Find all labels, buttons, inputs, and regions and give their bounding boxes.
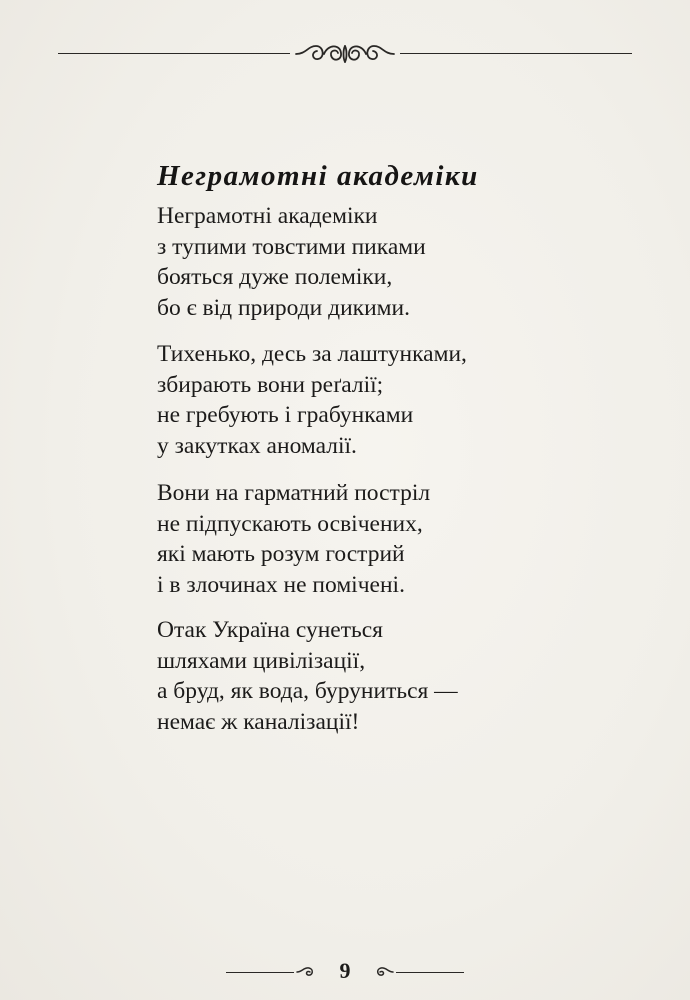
footer-rule-right xyxy=(396,972,464,973)
poem-line: шляхами цивілізації, xyxy=(157,647,366,674)
poem-line: у закутках аномалії. xyxy=(157,432,357,459)
poem-line: які мають розум гострий xyxy=(157,541,405,567)
header-rule-left xyxy=(58,53,290,54)
poem-line: не підпускають освічених, xyxy=(157,510,423,537)
poem-line: Вони на гарматний постріл xyxy=(157,480,431,506)
flourish-icon xyxy=(372,965,394,979)
scroll-flourish-icon xyxy=(294,40,396,68)
poem-line: збирають вони реґалії; xyxy=(157,371,384,398)
poem-line: Неграмотні академіки xyxy=(157,203,378,229)
stanza-2 xyxy=(157,339,467,461)
header-ornament-rule xyxy=(58,40,632,68)
poem-line: Тихенько, десь за лаштунками, xyxy=(157,341,467,367)
poem-line: немає ж каналізації! xyxy=(157,708,360,735)
page-number: 9 xyxy=(339,958,351,983)
poem-line: а бруд, як вода, буруниться — xyxy=(157,678,458,704)
stanza-1 xyxy=(157,201,426,323)
poem-line: бо є від природи дикими. xyxy=(157,294,410,321)
poem-line: з тупими товстими пиками xyxy=(157,233,426,260)
poem-line: не гребують і грабунками xyxy=(157,402,414,428)
stanza-3 xyxy=(157,478,430,600)
stanza-4 xyxy=(157,615,458,737)
header-rule-right xyxy=(400,53,632,54)
page-footer xyxy=(226,958,464,984)
poem-line: бояться дуже полеміки, xyxy=(157,264,393,290)
poem-title: Неграмотні академіки xyxy=(157,160,479,192)
poem-line: і в злочинах не помічені. xyxy=(157,571,405,598)
poem-line: Отак Україна сунеться xyxy=(157,617,383,643)
